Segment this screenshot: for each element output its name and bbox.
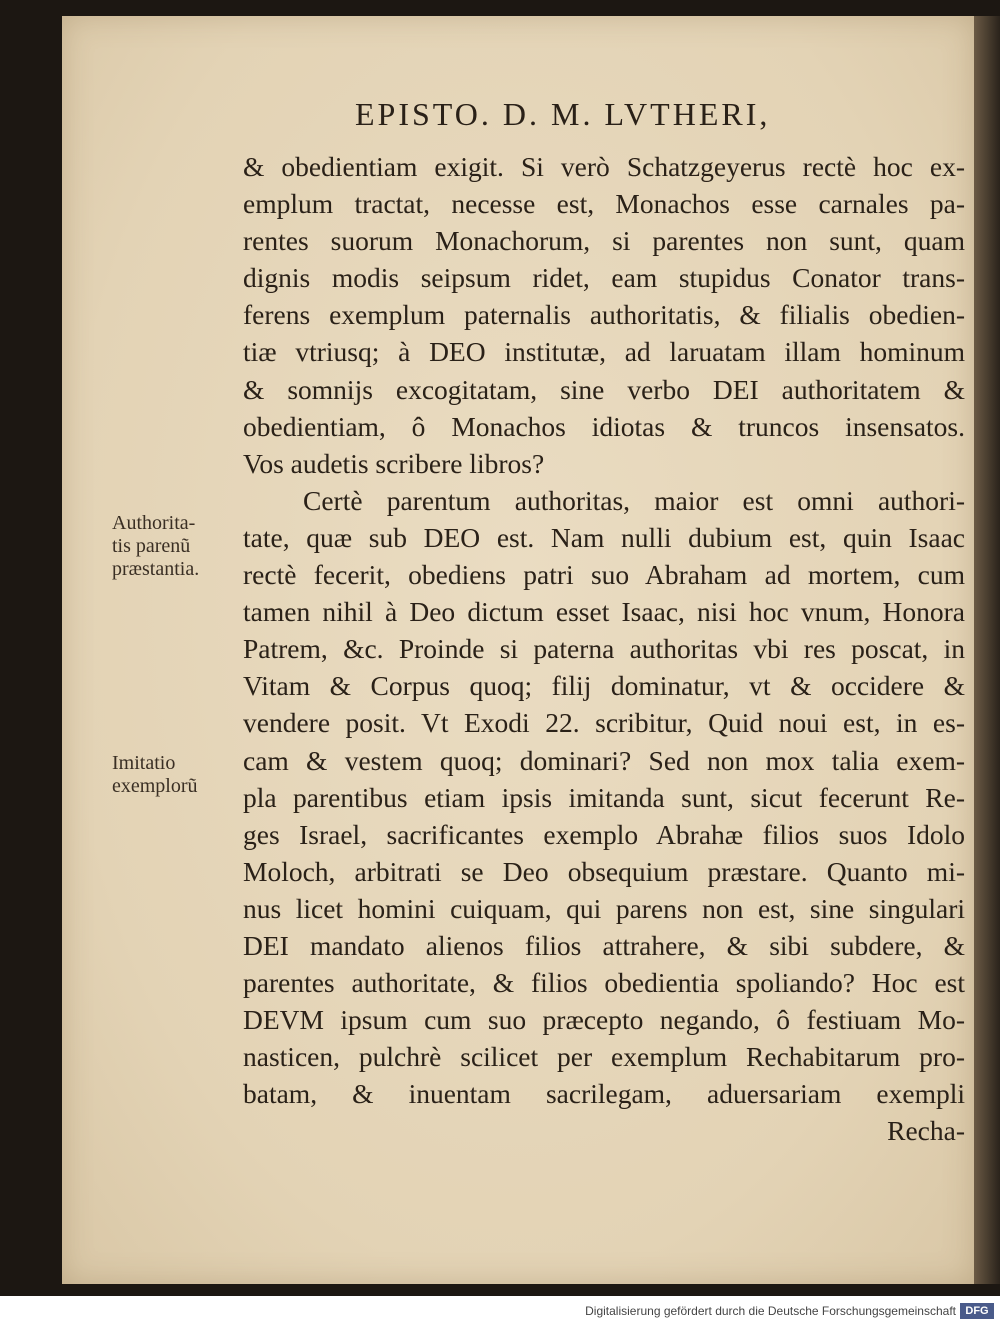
- page-edge: [974, 16, 1000, 1284]
- body-line: tate, quæ sub DEO est. Nam nulli dubium est, quin Isaac: [243, 521, 965, 553]
- margin-note-authority: [112, 512, 240, 581]
- body-line: Moloch, arbitrati se Deo obsequium præstare. Quanto mi-: [243, 855, 965, 887]
- body-line: nus licet homini cuiquam, qui parens non est, sine singulari: [243, 892, 965, 924]
- body-line: tamen nihil à Deo dictum esset Isaac, nisi hoc vnum, Honora: [243, 596, 965, 628]
- margin-note-line: præstantia.: [112, 558, 200, 580]
- running-head: EPISTO. D. M. LVTHERI,: [355, 96, 771, 132]
- margin-note-line: Authorita-: [112, 512, 196, 534]
- margin-note-line: tis parenũ: [112, 535, 191, 557]
- body-line: emplum tractat, necesse est, Monachos esse carnales pa-: [243, 188, 965, 220]
- body-line: Vos audetis scribere libros?: [243, 447, 545, 479]
- body-line: nasticen, pulchrè scilicet per exemplum Rechabitarum pro-: [243, 1041, 965, 1073]
- body-line: Patrem, &c. Proinde si paterna authoritas vbi res poscat, in: [243, 633, 965, 665]
- margin-note-line: exemplorũ: [112, 775, 198, 797]
- body-line: parentes authoritate, & filios obedientia spoliando? Hoc est: [243, 967, 965, 999]
- body-line: Certè parentum authoritas, maior est omni authori-: [303, 484, 965, 516]
- body-line: DEVM ipsum cum suo præcepto negando, ô festiuam Mo-: [243, 1004, 965, 1036]
- body-line: vendere posit. Vt Exodi 22. scribitur, Quid noui est, in es-: [243, 707, 965, 739]
- body-line: & somnijs excogitatam, sine verbo DEI authoritatem &: [243, 373, 965, 405]
- body-line: & obedientiam exigit. Si verò Schatzgeyerus rectè hoc ex-: [243, 151, 965, 182]
- body-line: ges Israel, sacrificantes exemplo Abrahæ filios suos Idolo: [243, 818, 965, 850]
- footer-bar: [0, 1296, 1000, 1326]
- body-line: obedientiam, ô Monachos idiotas & truncos insensatos.: [243, 410, 965, 442]
- body-line: ferens exemplum paternalis authoritatis, & filialis obedien-: [243, 299, 965, 331]
- body-line: rectè fecerit, obediens patri suo Abraham ad mortem, cum: [243, 559, 965, 591]
- body-line: rentes suorum Monachorum, si parentes non sunt, quam: [243, 225, 965, 257]
- body-line: batam, & inuentam sacrilegam, aduersariam exempli: [243, 1078, 965, 1110]
- footer-credit: Digitalisierung gefördert durch die Deutsche Forschungsgemeinschaft: [585, 1304, 956, 1318]
- body-line: DEI mandato alienos filios attrahere, & sibi subdere, &: [243, 929, 965, 961]
- body-line: Vitam & Corpus quoq; filij dominatur, vt & occidere &: [243, 670, 965, 702]
- margin-note-line: Imitatio: [112, 752, 176, 774]
- dfg-logo: DFG: [960, 1303, 994, 1319]
- catchword: Recha-: [887, 1115, 965, 1147]
- body-line: tiæ vtriusq; à DEO institutæ, ad laruatam illam hominum: [243, 336, 965, 368]
- body-line: dignis modis seipsum ridet, eam stupidus Conator trans-: [243, 262, 965, 294]
- body-line: cam & vestem quoq; dominari? Sed non mox talia exem-: [243, 744, 965, 776]
- body-text: [243, 148, 965, 1150]
- margin-note-imitation: [112, 752, 240, 798]
- body-line: pla parentibus etiam ipsis imitanda sunt, sicut fecerunt Re-: [243, 781, 965, 813]
